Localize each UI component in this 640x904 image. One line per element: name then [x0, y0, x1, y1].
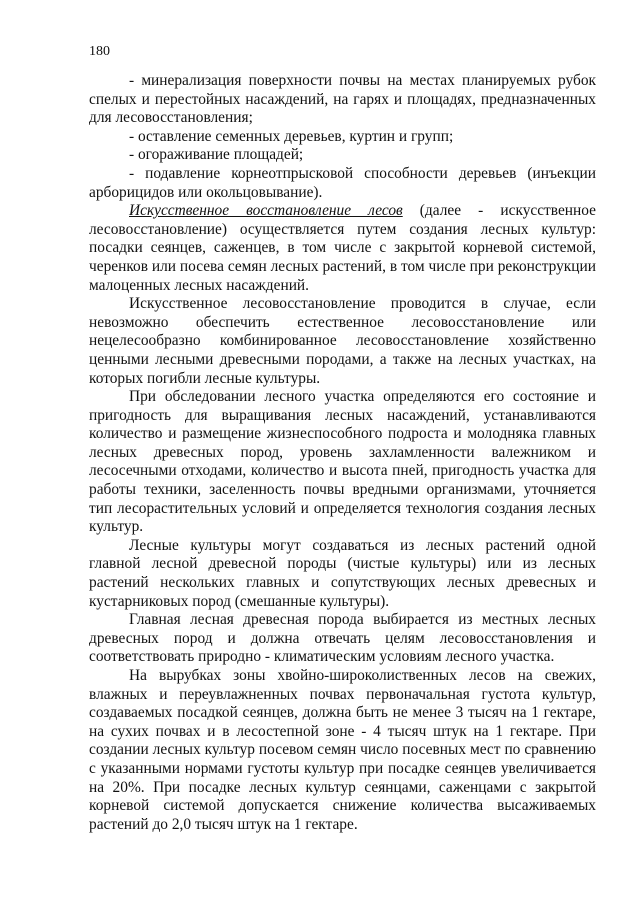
paragraph-5	[89, 202, 596, 295]
paragraph-10	[89, 667, 596, 834]
body-text	[89, 72, 596, 834]
paragraph-text: Искусственное лесовосстановление проводится в случае, если невозможно обеспечить естественное лесовосстановление или нецелесообразно комбинированное лесовосстановление хозяйственно ценными лесными древесными породами, а также на лесных участках, на которых погибли лесные культуры.	[89, 295, 596, 387]
paragraph-text: Главная лесная древесная порода выбирается из местных лесных древесных пород и должна отвечать целям лесовосстановления и соответствовать природно - климатическим условиям лесного участка.	[89, 611, 596, 666]
paragraph-text: - подавление корнеотпрысковой способности деревьев (инъекции арборицидов или окольцовывание).	[89, 164, 596, 201]
defined-term: Искусственное восстановление лесов	[129, 202, 403, 220]
paragraph-text: Лесные культуры могут создаваться из лесных растений одной главной лесной древесной породы (чистые культуры) или из лесных растений нескольких главных и сопутствующих лесных древесных и кустарниковых пород (смешанные культуры).	[89, 536, 596, 610]
paragraph-4	[89, 165, 596, 202]
paragraph-text: - огораживание площадей;	[129, 146, 304, 164]
paragraph-9	[89, 611, 596, 667]
paragraph-6	[89, 295, 596, 388]
paragraph-8	[89, 537, 596, 611]
page-number: 180	[89, 44, 110, 59]
paragraph-7	[89, 388, 596, 537]
paragraph-text: При обследовании лесного участка определяются его состояние и пригодность для выращивания лесных насаждений, устанавливаются количество и размещение жизнеспособного подроста и молодняка главных лесных древесных пород, уровень захламленности валежником и лесосечными отходами, количество и высота пней, пригодность участка для работы техники, заселенность почвы вредными организмами, уточняется тип лесорастительных условий и определяется технология создания лесных культур.	[89, 388, 596, 536]
paragraph-text: - оставление семенных деревьев, куртин и групп;	[129, 127, 454, 145]
paragraph-3	[89, 146, 596, 165]
paragraph-2	[89, 128, 596, 147]
paragraph-text: На вырубках зоны хвойно-широколиственных лесов на свежих, влажных и переувлажненных почвах первоначальная густота культур, создаваемых посадкой сеянцев, должна быть не менее 3 тысяч на 1 гектаре, на сухих почвах и в лесостепной зоне - 4 тысяч штук на 1 гектаре. При создании лесных культур посевом семян число посевных мест по сравнению с указанными нормами густоты культур при посадке сеянцев увеличивается на 20%. При посадке лесных культур сеянцами, саженцами с закрытой корневой системой допускается снижение количества высаживаемых растений до 2,0 тысяч штук на 1 гектаре.	[89, 667, 596, 833]
paragraph-text: - минерализация поверхности почвы на местах планируемых рубок спелых и перестойных насаждений, на гарях и площадях, предназначенных для лесовосстановления;	[89, 72, 596, 127]
paragraph-text: (далее - искусственное лесовосстановление) осуществляется путем создания лесных культур: посадки сеянцев, саженцев, в том числе с закрытой корневой системой, черенков или посева семян лесных растений, в том числе при реконструкции малоценных лесных насаждений.	[89, 202, 596, 294]
paragraph-1	[89, 72, 596, 128]
